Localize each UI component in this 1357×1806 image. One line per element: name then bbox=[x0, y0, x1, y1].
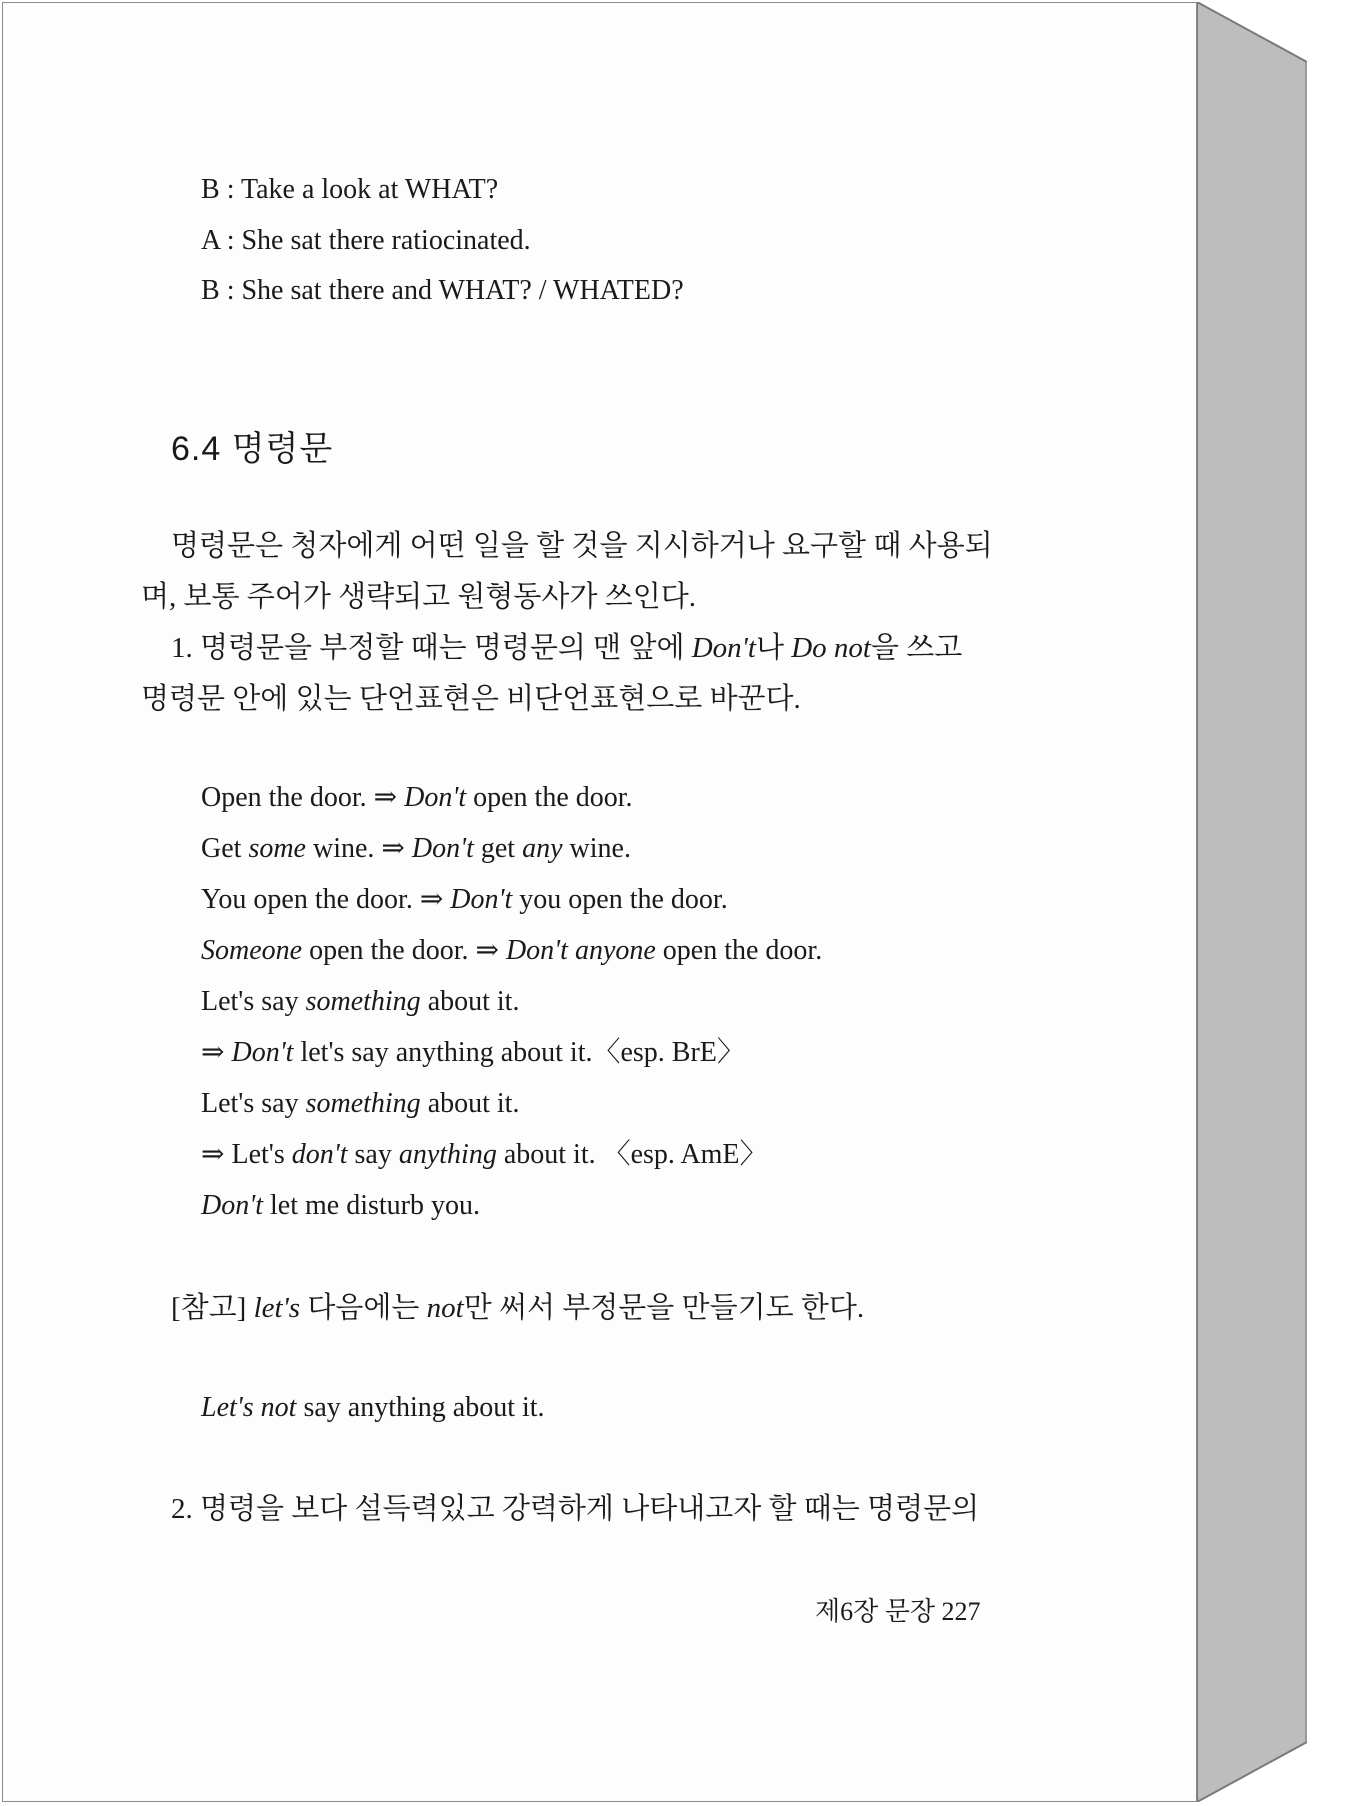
rule-italic: Do not bbox=[791, 632, 871, 664]
dialogue-line bbox=[201, 173, 498, 207]
example-text: Get bbox=[201, 833, 249, 864]
example-line bbox=[201, 934, 822, 968]
example-text: get bbox=[473, 833, 523, 864]
example-italic: Don't bbox=[201, 1190, 263, 1221]
example-text: ⇒ bbox=[201, 1037, 232, 1068]
example-italic: something bbox=[305, 986, 421, 1017]
dialogue-text: : She sat there ratiocinated. bbox=[226, 225, 531, 256]
example-text: Open the door. ⇒ bbox=[201, 782, 405, 813]
example-text: Let's say bbox=[201, 1088, 306, 1119]
note-text: 다음에는 bbox=[300, 1292, 427, 1324]
speaker: B bbox=[201, 275, 220, 306]
rule-text: 을 쓰고 bbox=[870, 632, 963, 664]
example-text: about it. bbox=[420, 986, 520, 1017]
example-italic: Don't anyone bbox=[505, 935, 656, 966]
note-italic: not bbox=[426, 1292, 464, 1324]
dialogue-line bbox=[201, 274, 684, 308]
example-text: Let's say bbox=[201, 986, 306, 1017]
speaker: A bbox=[201, 225, 220, 256]
example-italic: Let's not bbox=[201, 1392, 297, 1423]
example-italic: something bbox=[305, 1088, 421, 1119]
rule2-line: 2. 명령을 보다 설득력있고 강력하게 나타내고자 할 때는 명령문의 bbox=[171, 1493, 980, 1525]
dialogue-text: : She sat there and WHAT? / WHATED? bbox=[226, 275, 684, 306]
intro-line: 며, 보통 주어가 생략되고 원형동사가 쓰인다. bbox=[141, 581, 697, 613]
rule1-line: 명령문 안에 있는 단언표현은 비단언표현으로 바꾼다. bbox=[141, 683, 801, 715]
example-italic: Don't bbox=[411, 833, 474, 864]
example-line bbox=[201, 1087, 519, 1121]
example-text: open the door. ⇒ bbox=[302, 935, 506, 966]
dialogue-text: : Take a look at WHAT? bbox=[226, 174, 499, 205]
rule-text: 나 bbox=[755, 632, 792, 664]
example-line bbox=[201, 985, 519, 1019]
example-text: say anything about it. bbox=[296, 1392, 545, 1423]
dialogue-line bbox=[201, 224, 531, 258]
example-line bbox=[201, 781, 633, 815]
example-italic: Don't bbox=[404, 782, 467, 813]
example-line bbox=[201, 832, 631, 866]
example-line bbox=[201, 1138, 767, 1172]
example-italic: don't bbox=[291, 1139, 348, 1170]
example-line bbox=[201, 1189, 480, 1223]
example-line bbox=[201, 1036, 745, 1070]
rule-italic: Don't bbox=[691, 632, 756, 664]
example-italic: Don't bbox=[231, 1037, 294, 1068]
example-text: say bbox=[347, 1139, 399, 1170]
speaker: B bbox=[201, 174, 220, 205]
example-text: open the door. bbox=[655, 935, 823, 966]
intro-line: 명령문은 청자에게 어떤 일을 할 것을 지시하거나 요구할 때 사용되 bbox=[171, 530, 993, 562]
example-text: You open the door. ⇒ bbox=[201, 884, 451, 915]
example-text: open the door. bbox=[466, 782, 633, 813]
example-italic: some bbox=[248, 833, 306, 864]
note-line bbox=[171, 1291, 864, 1325]
book-spine bbox=[1197, 2, 1307, 1802]
example-line bbox=[201, 883, 728, 917]
example-text: about it. 〈esp. AmE〉 bbox=[496, 1139, 768, 1170]
example-text: wine. bbox=[562, 833, 631, 864]
rule1-line bbox=[171, 631, 962, 665]
note-italic: let's bbox=[253, 1292, 301, 1324]
book-page bbox=[2, 2, 1197, 1802]
example-text: wine. ⇒ bbox=[305, 833, 412, 864]
example-italic: Don't bbox=[450, 884, 513, 915]
note-text: 만 써서 부정문을 만들기도 한다. bbox=[463, 1292, 865, 1324]
example-text: let's say anything about it.〈esp. BrE〉 bbox=[293, 1037, 745, 1068]
example-text: ⇒ Let's bbox=[201, 1139, 292, 1170]
note-text: [참고] bbox=[171, 1292, 254, 1324]
example-text: you open the door. bbox=[512, 884, 728, 915]
example-italic: Someone bbox=[201, 935, 303, 966]
example-italic: any bbox=[522, 833, 563, 864]
example-text: let me disturb you. bbox=[263, 1190, 480, 1221]
rule-text: 1. 명령문을 부정할 때는 명령문의 맨 앞에 bbox=[171, 632, 692, 664]
page-footer: 제6장 문장 227 bbox=[815, 1597, 981, 1626]
example-text: about it. bbox=[420, 1088, 520, 1119]
note-example-line bbox=[201, 1391, 545, 1425]
example-italic: anything bbox=[398, 1139, 497, 1170]
section-heading: 6.4 명령문 bbox=[171, 430, 334, 468]
